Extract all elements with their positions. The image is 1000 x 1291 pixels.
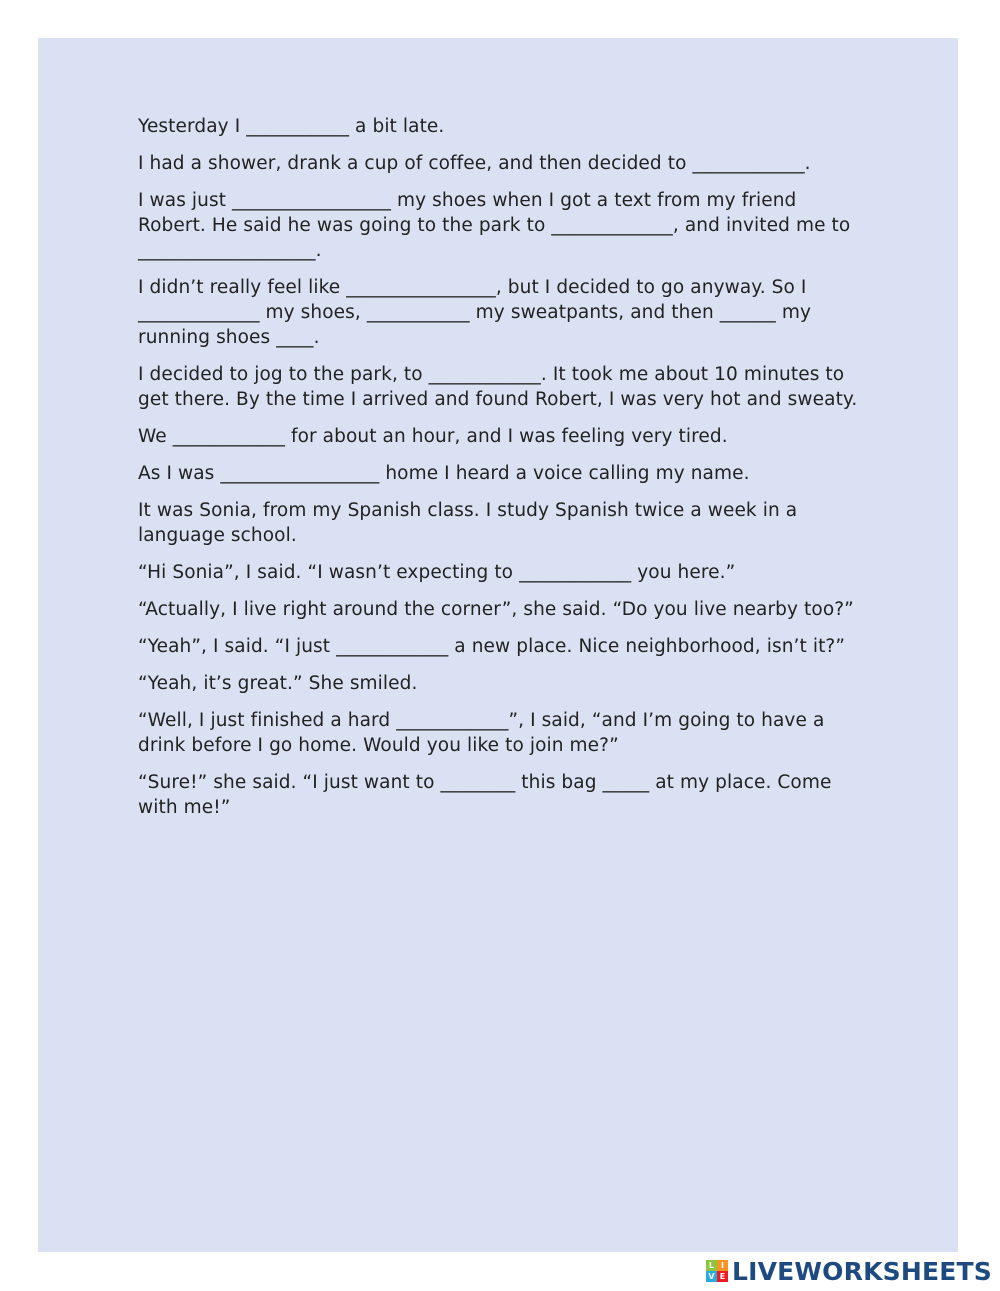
liveworksheets-logo[interactable]: [706, 1257, 992, 1285]
paragraph-1: Yesterday I ___________ a bit late.: [138, 116, 445, 137]
paragraph-14: “Sure!” she said. “I just want to ________ this bag _____ at my place. Come with me!”: [138, 772, 832, 818]
worksheet-text: [138, 114, 868, 832]
worksheet-page: [38, 38, 958, 1252]
logo-letter-e: E: [717, 1271, 728, 1282]
logo-letter-v: V: [706, 1271, 717, 1282]
logo-letter-l: L: [706, 1260, 717, 1271]
paragraph-3: I was just _________________ my shoes when I got a text from my friend Robert. He said he was going to the park to _____________, and invited me to ___________________.: [138, 190, 851, 261]
paragraph-7: As I was _________________ home I heard a voice calling my name.: [138, 463, 750, 484]
paragraph-4: I didn’t really feel like ________________, but I decided to go anyway. So I _____________ my shoes, ___________ my sweatpants, and then ______ my running shoes ____.: [138, 277, 812, 348]
paragraph-10: “Actually, I live right around the corner”, she said. “Do you live nearby too?”: [138, 599, 854, 620]
logo-letter-i: I: [717, 1260, 728, 1271]
paragraph-2: I had a shower, drank a cup of coffee, and then decided to ____________.: [138, 153, 811, 174]
paragraph-8: It was Sonia, from my Spanish class. I study Spanish twice a week in a language school.: [138, 500, 798, 546]
paragraph-6: We ____________ for about an hour, and I was feeling very tired.: [138, 426, 728, 447]
paragraph-9: “Hi Sonia”, I said. “I wasn’t expecting to ____________ you here.”: [138, 562, 736, 583]
liveworksheets-logo-icon: [706, 1260, 728, 1282]
logo-text: LIVEWORKSHEETS: [731, 1256, 992, 1286]
paragraph-5: I decided to jog to the park, to ____________. It took me about 10 minutes to get there. By the time I arrived and found Robert, I was very hot and sweaty.: [138, 364, 858, 410]
paragraph-13: “Well, I just finished a hard ____________”, I said, “and I’m going to have a drink before I go home. Would you like to join me?”: [138, 710, 825, 756]
paragraph-11: “Yeah”, I said. “I just ____________ a new place. Nice neighborhood, isn’t it?”: [138, 636, 846, 657]
paragraph-12: “Yeah, it’s great.” She smiled.: [138, 673, 418, 694]
